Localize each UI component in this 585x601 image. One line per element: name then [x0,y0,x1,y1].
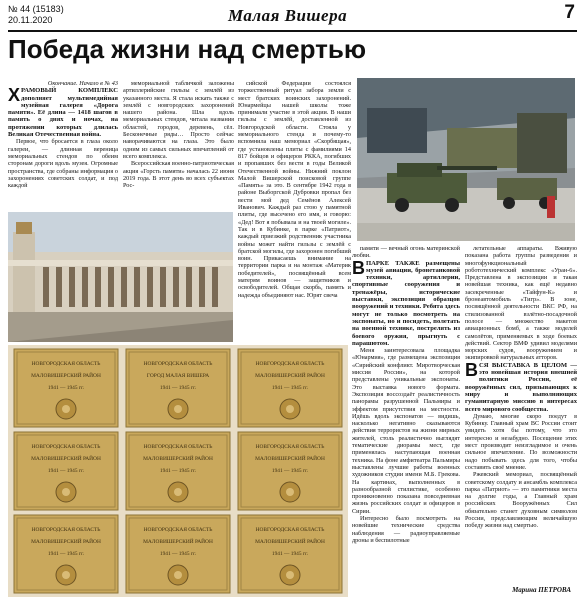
plaque-years: 1941 — 1945 гг. [47,385,85,391]
issue-number: № 44 (15183) [8,4,64,14]
paragraph: Интересно было посмотреть на новейшие технические средства наблюдения — радиоуправляемые дроны и беспилотные [352,514,460,544]
plaque-place: МАЛОВИШЕРСКИЙ РАЙОН [143,456,213,462]
memorial-plaque [126,515,230,593]
plaque-place: МАЛОВИШЕРСКИЙ РАЙОН [31,539,101,545]
text-column-1 [8,80,118,210]
text-column-5 [465,245,577,583]
author-signature: Марина ПЕТРОВА [512,586,571,594]
plaque-years: 1941 — 1945 гг. [159,551,197,557]
paragraph: ВПАРКЕ ТАКЖЕ размещены музей авиации, бронетанковой техники, артиллерии, спортивные сооружения и тренажёры, исторические выставки, экспозиция образцов вооружений и техники. Ребята здесь могут не только посмотреть на экспонаты, но и посидеть, полетать на военной технике, пострелять из боевого оружия, прыгнуть с парашютом. [352,257,460,347]
plaque-region: НОВГОРОДСКАЯ ОБЛАСТЬ [31,361,101,367]
text-column-4 [352,245,460,593]
paragraph: Всероссийская военно-патриотическая акция «Горсть памяти» началась 22 июня 2019 года. В этот день во всех субъектах Рос- [123,160,234,190]
plaque-years: 1941 — 1945 гг. [159,468,197,474]
equipment-exhibit-photo [357,78,575,241]
continuation-note: Окончание. Начало в № 43 [47,80,118,87]
paragraph: Первое, что бросается в глаза около галереи, — длинная вереница мемориальных стендов по обеим сторонам дороги вдоль музея. Огромные пространства, где собраны информация о захоронениях советских солдат, и под каждой [8,138,118,190]
plaque-region: НОВГОРОДСКАЯ ОБЛАСТЬ [255,361,325,367]
memorial-plaque [126,349,230,427]
plaque-place: МАЛОВИШЕРСКИЙ РАЙОН [31,373,101,379]
paragraph: памяти — вечный огонь материнской любви. [352,245,460,260]
text-column-3 [238,80,351,360]
header-rule [8,30,577,32]
plaque-region: НОВГОРОДСКАЯ ОБЛАСТЬ [143,444,213,450]
plaque-place: ГОРОД МАЛАЯ ВИШЕРА [146,373,210,379]
article-title: Победа жизни над смертью [8,34,367,64]
museum-building-photo [8,212,233,342]
plaque-region: НОВГОРОДСКАЯ ОБЛАСТЬ [31,527,101,533]
plaque-years: 1941 — 1945 гг. [159,385,197,391]
paragraph: летательные аппараты. Вживую показана работа группы разведения и многофункциональный робототехнический комплекс «Уран-6». Представлена в экспозиции и такая новейшая техника, как ещё недавно засекреченные «Тайфун-К» и бронеавтомобиль «Тигр». В зоне, посвящённой деятельности ВКС РФ, на стилизованной взлётно-посадочной полосе — множество макетов авиационных бомб, а также моделей самолётов, применяемых в ходе боевых действий. Сектор ВМФ удивил моделями морских судов, вооружением и экипировкой натуральных атторов. [465,245,577,362]
text-column-2 [123,80,234,210]
plaque-place: МАЛОВИШЕРСКИЙ РАЙОН [143,539,213,545]
plaque-region: НОВГОРОДСКАЯ ОБЛАСТЬ [255,444,325,450]
plaque-region: НОВГОРОДСКАЯ ОБЛАСТЬ [143,361,213,367]
plaque-years: 1941 — 1945 гг. [271,551,309,557]
drop-cap: В [352,257,365,278]
paragraph: мемориальной табличкой заложены артиллерийские гильзы с землёй из указанного места. Я стала искать также с землёй с новгородских захоронений нашего района. Шла вдоль мемориальных стендов, читала названия областей, городов, деревень, сёл. Бесконечные ряды… Просто сейчас наворачиваются на глаза. Это было одним из самых сильных впечатлений от всего комплекса. [123,80,234,160]
memorial-plaques-photo [8,345,348,597]
plaque-region: НОВГОРОДСКАЯ ОБЛАСТЬ [255,527,325,533]
plaque-place: МАЛОВИШЕРСКИЙ РАЙОН [255,539,325,545]
plaque-region: НОВГОРОДСКАЯ ОБЛАСТЬ [31,444,101,450]
memorial-plaque [14,349,118,427]
memorial-plaque [238,349,342,427]
plaque-years: 1941 — 1945 гг. [47,551,85,557]
plaque-region: НОВГОРОДСКАЯ ОБЛАСТЬ [143,527,213,533]
paragraph: Меня заинтересовала площадка «Юнармия», где размещена экспозиция «Сирийский конфликт. Миротворческая миссия России», на которой представлены уникальные экспонаты. Это выставка нового формата. Экспозиция воссоздаёт реалистичность панорамы разрушенной Пальмиры и эффектом присутствия на местности. Идёшь вдоль экспонатов — видишь, насколько негативно сказываются действия террористов на жизни мирных жителей, столь реалистично выглядят тематические диорамы мест, где применялась наступающая военная техника. На фоне амфитеатра Пальмиры выставлены лучшие работы военных художников студии имени М.Б. Грекова. На картинах, выполненных в разнообразной стилистике, особенно проникновенно показана повседневная жизнь российских солдат и офицеров в Сирии. [352,347,460,515]
paragraph: Ржевский мемориал, посвящённый советскому солдату и ансамбль комплекса парка «Патриот» — это памятники места на долгие годы, а Главный храм российских Вооружённых Сил обязательно станет духовным символом России, предславляющим величайшую победу жизни над смертью. [465,471,577,530]
page-header [0,0,585,30]
plaque-years: 1941 — 1945 гг. [47,468,85,474]
paragraph: ВСЯ ВЫСТАВКА В ЦЕЛОМ — это новейшая история внешней политики России, её вооружённых сил, призывающих к миру и выполняющих гуманитарную миссию в интересах всего мирового сообщества. [465,359,577,413]
drop-cap: Х [8,85,21,106]
drop-cap: В [465,359,478,380]
memorial-plaque [14,515,118,593]
memorial-plaque [238,432,342,510]
memorial-plaque [238,515,342,593]
paragraph: ХРАМОВЫЙ КОМПЛЕКС дополняет мультимедийная музейная галерея «Дорога памяти». Её длина — 1418 шагов в память о днях и ночах, на протяжении которых длилась Великая Отечественная война. [8,85,118,139]
plaque-years: 1941 — 1945 гг. [271,468,309,474]
issue-date: 20.11.2020 [8,15,53,25]
newspaper-masthead: Малая Вишера [228,6,348,25]
memorial-plaque [14,432,118,510]
paragraph: сийской Федерации состоялся торжественный ритуал забора земли с мест братских воинских захоронений. Юнармейцы нашей школы тоже принимали участие в этой акции. В наши гильзы с землёй, доставленной из Новгородской области. Стояла у мемориального стенда и почему-то вспомнила наш мемориал «Скорбящая», где установлены плиты с фамилиями 14 817 бойцов и офицеров РККА, погибших и пропавших без вести в годы Великой Отечественной войны. Нижний поклон Малой Вишерской поисковой группе «Память» за это. В сентябре 1942 года в районе Выборгской Дубровки пропал без вести мой дед Семёнов Алексей Иванович. Каждый раз стою у памятной плиты, где высечено его имя, и говорю: «Дед! Вот я побывала и на твоей могиле». Так и в Кубинке, в парке «Патриот», каждый приезжий родственник участника войны может найти гильзы с землёй с братской могилы, где захоронен погибший воин. Прикасаешь внимание на территории парка и на монтаж «Материк победителей», посвящённый всем матерям воинов — защитников и освободителей. Общая скорбь, память и надежда объединяют нас. Юрят свеча [238,80,351,299]
issue-info [8,4,64,26]
paragraph: Думаю, многие скоро поедут в Кубинку. Главный храм ВС России стоит увидеть хотя бы потому, что это интересно и незабудно. Посещение этих мест производит неизгладимое и очень сильное впечатление. По возможности надо побывать здесь для того, чтобы составить своё мнение. [465,412,577,471]
memorial-plaque [126,432,230,510]
plaque-place: МАЛОВИШЕРСКИЙ РАЙОН [31,456,101,462]
plaque-years: 1941 — 1945 гг. [271,385,309,391]
plaque-place: МАЛОВИШЕРСКИЙ РАЙОН [255,456,325,462]
plaque-place: МАЛОВИШЕРСКИЙ РАЙОН [255,373,325,379]
page-number: 7 [564,2,575,23]
